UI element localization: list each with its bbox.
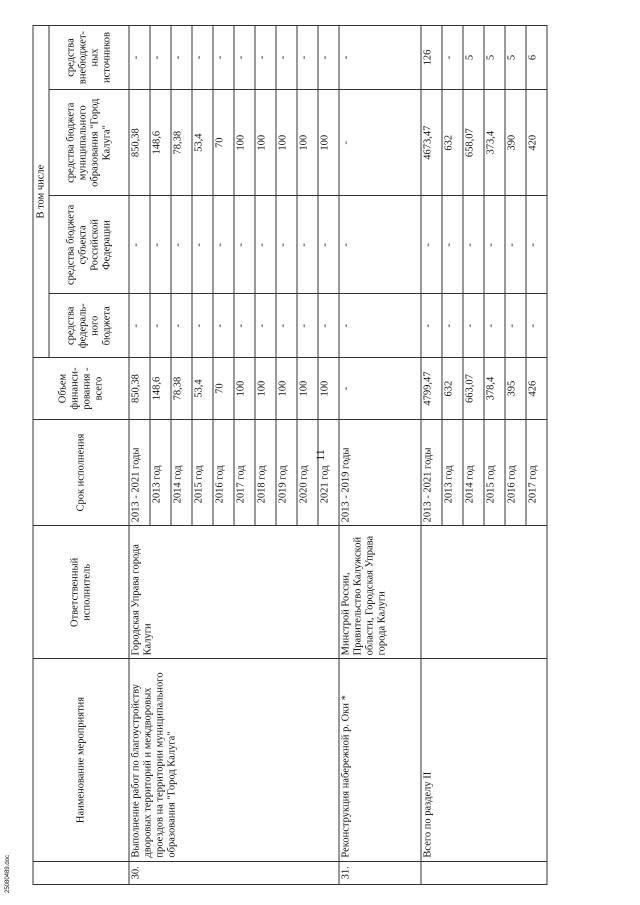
header-no (33, 861, 129, 884)
header-volume: Объем финанси-рования - всего (33, 358, 129, 420)
header-name: Наименование мероприятия (33, 659, 129, 861)
row-municipal: 850,38 (129, 90, 150, 196)
row-municipal: 100 (318, 90, 339, 196)
row-federal: - (442, 294, 463, 358)
row-total: 53,4 (192, 358, 213, 420)
row-number: 31. (339, 861, 421, 884)
row-municipal: 70 (213, 90, 234, 196)
row-federal: - (276, 294, 297, 358)
row-municipal: 658,07 (463, 90, 484, 196)
row-municipal: 78,38 (171, 90, 192, 196)
row-municipal: 420 (526, 90, 547, 196)
row-extra: - (297, 26, 318, 90)
row-responsible (421, 526, 547, 659)
row-municipal: 390 (505, 90, 526, 196)
row-federal: - (255, 294, 276, 358)
row-extra: 5 (484, 26, 505, 90)
row-total: 100 (276, 358, 297, 420)
row-federal: - (318, 294, 339, 358)
page-number: 11 (313, 449, 327, 461)
row-subject: - (129, 196, 150, 294)
row-extra: 126 (421, 26, 442, 90)
row-total: 426 (526, 358, 547, 420)
row-extra: - (234, 26, 255, 90)
row-federal: - (192, 294, 213, 358)
row-municipal: 148,6 (150, 90, 171, 196)
row-term: 2017 год (526, 419, 547, 525)
row-federal: - (505, 294, 526, 358)
row-subject: - (213, 196, 234, 294)
row-subject: - (526, 196, 547, 294)
row-extra: 5 (505, 26, 526, 90)
row-term: 2015 год (484, 419, 505, 525)
row-total: 395 (505, 358, 526, 420)
row-total: 4799,47 (421, 358, 442, 420)
row-municipal: 373,4 (484, 90, 505, 196)
row-total: 100 (318, 358, 339, 420)
row-municipal: 100 (297, 90, 318, 196)
table-header (33, 26, 129, 885)
row-name: Всего по разделу II (421, 659, 547, 861)
row-term: 2020 год (297, 419, 318, 525)
row-subject: - (463, 196, 484, 294)
row-extra: - (129, 26, 150, 90)
row-federal: - (150, 294, 171, 358)
row-number: 30. (129, 861, 339, 884)
row-term: 2017 год (234, 419, 255, 525)
row-federal: - (234, 294, 255, 358)
financing-table (33, 25, 548, 885)
row-responsible: Городская Управа города Калуги (129, 526, 339, 659)
row-extra: - (192, 26, 213, 90)
row-total: 850,38 (129, 358, 150, 420)
row-number (421, 861, 547, 884)
row-term: 2021 год (318, 419, 339, 525)
row-subject: - (150, 196, 171, 294)
row-total: 78,38 (171, 358, 192, 420)
row-term: 2015 год (192, 419, 213, 525)
row-total: 70 (213, 358, 234, 420)
row-subject: - (276, 196, 297, 294)
row-federal: - (171, 294, 192, 358)
row-term: 2013 год (150, 419, 171, 525)
row-municipal: 100 (234, 90, 255, 196)
row-federal: - (339, 294, 421, 358)
row-subject: - (171, 196, 192, 294)
row-subject: - (505, 196, 526, 294)
row-municipal: - (339, 90, 421, 196)
row-extra: - (318, 26, 339, 90)
row-extra: - (276, 26, 297, 90)
table-body (129, 26, 547, 885)
row-total: - (339, 358, 421, 420)
row-term: 2014 год (463, 419, 484, 525)
row-subject: - (421, 196, 442, 294)
row-total: 148,6 (150, 358, 171, 420)
row-term: 2016 год (213, 419, 234, 525)
row-extra: - (150, 26, 171, 90)
row-extra: - (213, 26, 234, 90)
row-term: 2018 год (255, 419, 276, 525)
header-subject: средства бюджета субъекта Российской Федерации (49, 196, 129, 294)
row-responsible: Минстрой России, Правительство Калужской области, Городская Управа города Калуги (339, 526, 421, 659)
row-total: 632 (442, 358, 463, 420)
row-municipal: 100 (255, 90, 276, 196)
row-municipal: 53,4 (192, 90, 213, 196)
row-municipal: 4673,47 (421, 90, 442, 196)
header-municipal: средства бюджета муниципального образования "Город Калуга" (49, 90, 129, 196)
row-subject: - (234, 196, 255, 294)
row-subject: - (339, 196, 421, 294)
table-row (129, 26, 150, 885)
table-row (339, 26, 421, 885)
row-subject: - (318, 196, 339, 294)
row-extra: - (255, 26, 276, 90)
row-federal: - (129, 294, 150, 358)
row-term: 2014 год (171, 419, 192, 525)
row-subject: - (192, 196, 213, 294)
row-term: 2013 - 2021 годы (421, 419, 442, 525)
row-term: 2016 год (505, 419, 526, 525)
row-subject: - (442, 196, 463, 294)
row-federal: - (526, 294, 547, 358)
row-extra: - (442, 26, 463, 90)
row-name: Реконструкция набережной р. Оки * (339, 659, 421, 861)
row-total: 378,4 (484, 358, 505, 420)
row-total: 100 (297, 358, 318, 420)
row-term: 2019 год (276, 419, 297, 525)
header-extra: средства внебюджет-ных источников (49, 26, 129, 90)
footer-file-code: 25080489.doc (5, 854, 11, 893)
row-extra: - (339, 26, 421, 90)
row-subject: - (484, 196, 505, 294)
row-federal: - (484, 294, 505, 358)
row-name: Выполнение работ по благоустройству дворовых территорий и междворовых проездов на территории муниципального образования "Город Калуга" (129, 659, 339, 861)
header-term: Срок исполнения (33, 419, 129, 525)
row-total: 100 (234, 358, 255, 420)
header-including: В том числе (33, 26, 49, 358)
rotated-page (33, 25, 608, 885)
row-municipal: 632 (442, 90, 463, 196)
header-responsible: Ответственный исполнитель (33, 526, 129, 659)
row-federal: - (421, 294, 442, 358)
row-municipal: 100 (276, 90, 297, 196)
table-row (421, 26, 442, 885)
row-federal: - (297, 294, 318, 358)
row-federal: - (463, 294, 484, 358)
row-subject: - (255, 196, 276, 294)
row-total: 663,07 (463, 358, 484, 420)
row-extra: - (171, 26, 192, 90)
row-term: 2013 - 2021 годы (129, 419, 150, 525)
row-term: 2013 - 2019 годы (339, 419, 421, 525)
row-total: 100 (255, 358, 276, 420)
row-term: 2013 год (442, 419, 463, 525)
row-subject: - (297, 196, 318, 294)
row-federal: - (213, 294, 234, 358)
header-federal: средства федераль-ного бюджета (49, 294, 129, 358)
row-extra: 6 (526, 26, 547, 90)
row-extra: 5 (463, 26, 484, 90)
